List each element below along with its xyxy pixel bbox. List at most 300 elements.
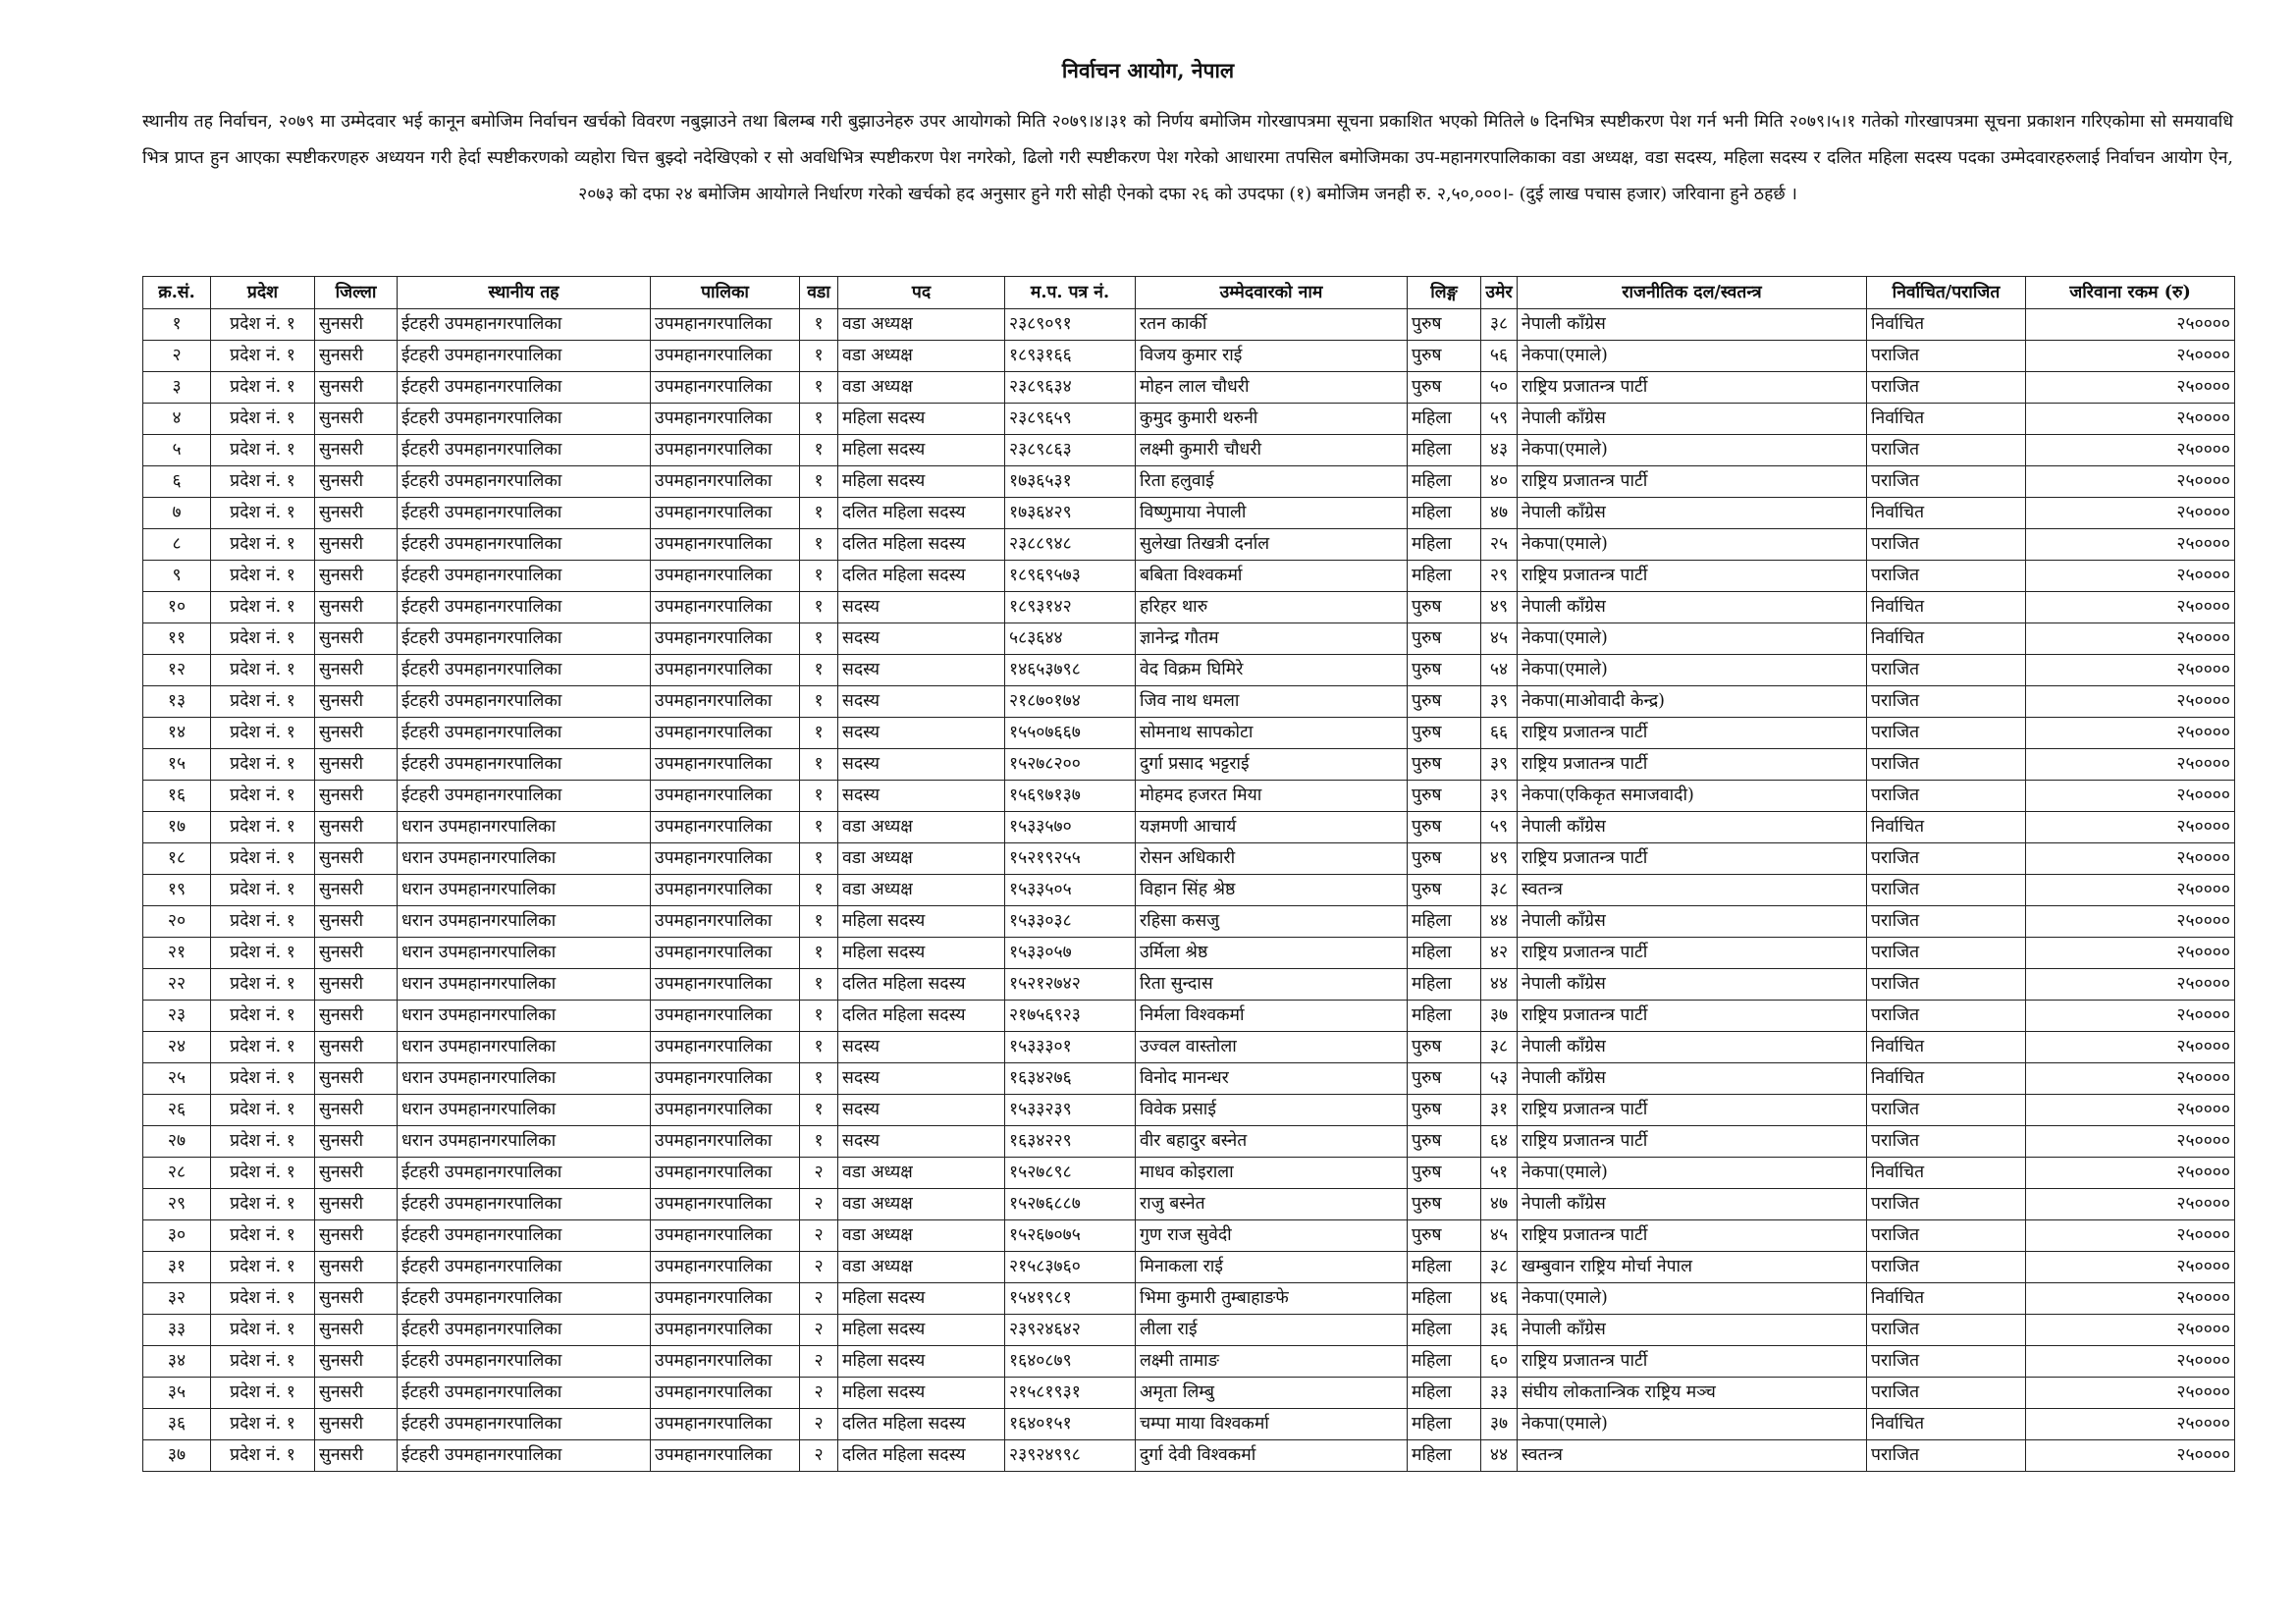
cell-candidate-name: विनोद मानन्धर (1136, 1063, 1408, 1095)
cell-gender: महिला (1408, 938, 1481, 969)
cell-age: ३९ (1481, 686, 1518, 718)
table-row (143, 404, 2235, 435)
cell-fine-amount: २५०००० (2026, 1126, 2235, 1158)
cell-gender: पुरुष (1408, 1126, 1481, 1158)
cell-party: नेकपा(माओवादी केन्द्र) (1518, 686, 1867, 718)
cell-district: सुनसरी (315, 655, 398, 686)
cell-district: सुनसरी (315, 1346, 398, 1378)
cell-ward: १ (800, 466, 838, 498)
cell-ballot-no: ५८३६४४ (1005, 623, 1136, 655)
cell-serial: १५ (143, 749, 211, 781)
cell-municipality-type: उपमहानगरपालिका (651, 404, 800, 435)
cell-candidate-name: जिव नाथ धमला (1136, 686, 1408, 718)
cell-province: प्रदेश नं. १ (211, 1032, 315, 1063)
cell-age: ३३ (1481, 1378, 1518, 1409)
cell-province: प्रदेश नं. १ (211, 1378, 315, 1409)
cell-local-level: ईटहरी उपमहानगरपालिका (398, 341, 651, 372)
cell-candidate-name: राजु बस्नेत (1136, 1189, 1408, 1220)
cell-province: प्रदेश नं. १ (211, 1440, 315, 1472)
cell-municipality-type: उपमहानगरपालिका (651, 969, 800, 1001)
cell-fine-amount: २५०००० (2026, 1001, 2235, 1032)
cell-province: प्रदेश नं. १ (211, 466, 315, 498)
cell-result: पराजित (1867, 1001, 2026, 1032)
cell-serial: ३० (143, 1220, 211, 1252)
cell-result: निर्वाचित (1867, 1158, 2026, 1189)
cell-candidate-name: रतन कार्की (1136, 309, 1408, 341)
cell-province: प्रदेश नं. १ (211, 341, 315, 372)
column-header: उमेर (1481, 277, 1518, 309)
cell-province: प्रदेश नं. १ (211, 561, 315, 592)
cell-ballot-no: १५२६७०७५ (1005, 1220, 1136, 1252)
cell-fine-amount: २५०००० (2026, 1440, 2235, 1472)
cell-age: ४५ (1481, 623, 1518, 655)
cell-serial: ३२ (143, 1283, 211, 1315)
cell-post: महिला सदस्य (838, 466, 1005, 498)
cell-local-level: धरान उपमहानगरपालिका (398, 1126, 651, 1158)
cell-candidate-name: सोमनाथ सापकोटा (1136, 718, 1408, 749)
cell-ballot-no: १६४०८७९ (1005, 1346, 1136, 1378)
cell-fine-amount: २५०००० (2026, 1346, 2235, 1378)
cell-result: पराजित (1867, 372, 2026, 404)
cell-post: दलित महिला सदस्य (838, 561, 1005, 592)
table-row (143, 498, 2235, 529)
cell-result: पराजित (1867, 686, 2026, 718)
cell-post: दलित महिला सदस्य (838, 969, 1005, 1001)
column-header: म.प. पत्र नं. (1005, 277, 1136, 309)
cell-municipality-type: उपमहानगरपालिका (651, 1409, 800, 1440)
table-row (143, 372, 2235, 404)
cell-party: नेपाली काँग्रेस (1518, 1189, 1867, 1220)
cell-municipality-type: उपमहानगरपालिका (651, 718, 800, 749)
cell-district: सुनसरी (315, 623, 398, 655)
cell-local-level: ईटहरी उपमहानगरपालिका (398, 372, 651, 404)
cell-local-level: ईटहरी उपमहानगरपालिका (398, 1189, 651, 1220)
cell-gender: पुरुष (1408, 592, 1481, 623)
cell-municipality-type: उपमहानगरपालिका (651, 372, 800, 404)
cell-gender: महिला (1408, 969, 1481, 1001)
cell-ward: १ (800, 404, 838, 435)
cell-municipality-type: उपमहानगरपालिका (651, 1095, 800, 1126)
cell-post: वडा अध्यक्ष (838, 1220, 1005, 1252)
cell-ward: १ (800, 843, 838, 875)
cell-local-level: धरान उपमहानगरपालिका (398, 1001, 651, 1032)
cell-ballot-no: १८९६९५७३ (1005, 561, 1136, 592)
cell-province: प्रदेश नं. १ (211, 969, 315, 1001)
cell-result: पराजित (1867, 1189, 2026, 1220)
cell-candidate-name: अमृता लिम्बु (1136, 1378, 1408, 1409)
cell-ballot-no: २३८९८६३ (1005, 435, 1136, 466)
table-row (143, 1189, 2235, 1220)
cell-serial: १ (143, 309, 211, 341)
cell-age: ३८ (1481, 309, 1518, 341)
cell-ballot-no: १५४१९८१ (1005, 1283, 1136, 1315)
table-row (143, 623, 2235, 655)
cell-candidate-name: भिमा कुमारी तुम्बाहाङफे (1136, 1283, 1408, 1315)
cell-ward: २ (800, 1315, 838, 1346)
cell-post: सदस्य (838, 1126, 1005, 1158)
cell-candidate-name: विष्णुमाया नेपाली (1136, 498, 1408, 529)
cell-municipality-type: उपमहानगरपालिका (651, 1158, 800, 1189)
cell-ward: १ (800, 623, 838, 655)
cell-municipality-type: उपमहानगरपालिका (651, 466, 800, 498)
cell-local-level: ईटहरी उपमहानगरपालिका (398, 1440, 651, 1472)
cell-province: प्रदेश नं. १ (211, 529, 315, 561)
cell-gender: महिला (1408, 1378, 1481, 1409)
cell-serial: २२ (143, 969, 211, 1001)
column-header: वडा (800, 277, 838, 309)
cell-post: वडा अध्यक्ष (838, 812, 1005, 843)
fine-table (142, 276, 2235, 1472)
cell-district: सुनसरी (315, 875, 398, 906)
cell-municipality-type: उपमहानगरपालिका (651, 938, 800, 969)
cell-result: पराजित (1867, 781, 2026, 812)
cell-municipality-type: उपमहानगरपालिका (651, 1189, 800, 1220)
cell-municipality-type: उपमहानगरपालिका (651, 623, 800, 655)
table-row (143, 529, 2235, 561)
table-row (143, 781, 2235, 812)
cell-party: नेपाली काँग्रेस (1518, 1063, 1867, 1095)
cell-serial: २९ (143, 1189, 211, 1220)
cell-ward: १ (800, 812, 838, 843)
cell-municipality-type: उपमहानगरपालिका (651, 529, 800, 561)
cell-province: प्रदेश नं. १ (211, 435, 315, 466)
column-header: पद (838, 277, 1005, 309)
cell-result: निर्वाचित (1867, 1409, 2026, 1440)
cell-party: राष्ट्रिय प्रजातन्त्र पार्टी (1518, 372, 1867, 404)
cell-post: दलित महिला सदस्य (838, 529, 1005, 561)
cell-result: पराजित (1867, 938, 2026, 969)
cell-age: ३८ (1481, 1252, 1518, 1283)
cell-party: नेपाली काँग्रेस (1518, 592, 1867, 623)
cell-municipality-type: उपमहानगरपालिका (651, 749, 800, 781)
cell-district: सुनसरी (315, 1158, 398, 1189)
table-row (143, 1252, 2235, 1283)
cell-post: वडा अध्यक्ष (838, 875, 1005, 906)
cell-municipality-type: उपमहानगरपालिका (651, 1440, 800, 1472)
cell-province: प्रदेश नं. १ (211, 718, 315, 749)
cell-fine-amount: २५०००० (2026, 1283, 2235, 1315)
cell-post: महिला सदस्य (838, 938, 1005, 969)
cell-party: राष्ट्रिय प्रजातन्त्र पार्टी (1518, 843, 1867, 875)
cell-post: दलित महिला सदस्य (838, 1440, 1005, 1472)
cell-gender: पुरुष (1408, 623, 1481, 655)
cell-gender: महिला (1408, 498, 1481, 529)
cell-candidate-name: उज्वल वास्तोला (1136, 1032, 1408, 1063)
cell-party: राष्ट्रिय प्रजातन्त्र पार्टी (1518, 1001, 1867, 1032)
table-header-row (143, 277, 2235, 309)
cell-post: महिला सदस्य (838, 1346, 1005, 1378)
cell-post: सदस्य (838, 781, 1005, 812)
cell-post: वडा अध्यक्ष (838, 1158, 1005, 1189)
cell-party: नेपाली काँग्रेस (1518, 1032, 1867, 1063)
cell-post: वडा अध्यक्ष (838, 1189, 1005, 1220)
cell-gender: पुरुष (1408, 1095, 1481, 1126)
cell-post: दलित महिला सदस्य (838, 498, 1005, 529)
cell-province: प्रदेश नं. १ (211, 1189, 315, 1220)
cell-party: नेकपा(एमाले) (1518, 623, 1867, 655)
cell-serial: ११ (143, 623, 211, 655)
cell-age: ३७ (1481, 1409, 1518, 1440)
cell-post: सदस्य (838, 592, 1005, 623)
cell-ward: १ (800, 655, 838, 686)
cell-result: निर्वाचित (1867, 404, 2026, 435)
cell-district: सुनसरी (315, 686, 398, 718)
cell-age: २५ (1481, 529, 1518, 561)
cell-fine-amount: २५०००० (2026, 969, 2235, 1001)
cell-party: स्वतन्त्र (1518, 1440, 1867, 1472)
cell-local-level: ईटहरी उपमहानगरपालिका (398, 466, 651, 498)
cell-district: सुनसरी (315, 404, 398, 435)
cell-post: सदस्य (838, 623, 1005, 655)
cell-local-level: ईटहरी उपमहानगरपालिका (398, 561, 651, 592)
cell-province: प्रदेश नं. १ (211, 1346, 315, 1378)
cell-municipality-type: उपमहानगरपालिका (651, 435, 800, 466)
cell-ward: १ (800, 938, 838, 969)
cell-serial: १३ (143, 686, 211, 718)
cell-serial: १७ (143, 812, 211, 843)
cell-gender: पुरुष (1408, 843, 1481, 875)
cell-age: ५६ (1481, 341, 1518, 372)
cell-district: सुनसरी (315, 1032, 398, 1063)
cell-candidate-name: गुण राज सुवेदी (1136, 1220, 1408, 1252)
cell-result: पराजित (1867, 1252, 2026, 1283)
cell-ballot-no: १५२७६८८७ (1005, 1189, 1136, 1220)
cell-party: नेकपा(एमाले) (1518, 655, 1867, 686)
cell-serial: ६ (143, 466, 211, 498)
cell-candidate-name: निर्मला विश्वकर्मा (1136, 1001, 1408, 1032)
cell-party: राष्ट्रिय प्रजातन्त्र पार्टी (1518, 749, 1867, 781)
cell-gender: पुरुष (1408, 341, 1481, 372)
cell-serial: ३४ (143, 1346, 211, 1378)
cell-party: स्वतन्त्र (1518, 875, 1867, 906)
cell-fine-amount: २५०००० (2026, 1378, 2235, 1409)
cell-district: सुनसरी (315, 498, 398, 529)
cell-post: वडा अध्यक्ष (838, 309, 1005, 341)
cell-party: नेपाली काँग्रेस (1518, 1315, 1867, 1346)
cell-province: प्रदेश नं. १ (211, 1063, 315, 1095)
cell-province: प्रदेश नं. १ (211, 938, 315, 969)
cell-result: पराजित (1867, 843, 2026, 875)
cell-party: राष्ट्रिय प्रजातन्त्र पार्टी (1518, 718, 1867, 749)
table-row (143, 686, 2235, 718)
cell-fine-amount: २५०००० (2026, 1409, 2235, 1440)
cell-local-level: धरान उपमहानगरपालिका (398, 812, 651, 843)
cell-municipality-type: उपमहानगरपालिका (651, 561, 800, 592)
cell-municipality-type: उपमहानगरपालिका (651, 1220, 800, 1252)
cell-candidate-name: रिता हलुवाई (1136, 466, 1408, 498)
cell-local-level: ईटहरी उपमहानगरपालिका (398, 686, 651, 718)
cell-party: नेपाली काँग्रेस (1518, 498, 1867, 529)
cell-ward: २ (800, 1189, 838, 1220)
cell-gender: महिला (1408, 1346, 1481, 1378)
cell-local-level: ईटहरी उपमहानगरपालिका (398, 781, 651, 812)
cell-candidate-name: बबिता विश्वकर्मा (1136, 561, 1408, 592)
cell-serial: १२ (143, 655, 211, 686)
cell-district: सुनसरी (315, 749, 398, 781)
cell-province: प्रदेश नं. १ (211, 1283, 315, 1315)
cell-post: सदस्य (838, 1063, 1005, 1095)
cell-ballot-no: १५३३५७० (1005, 812, 1136, 843)
cell-candidate-name: उर्मिला श्रेष्ठ (1136, 938, 1408, 969)
cell-local-level: ईटहरी उपमहानगरपालिका (398, 435, 651, 466)
cell-fine-amount: २५०००० (2026, 906, 2235, 938)
cell-fine-amount: २५०००० (2026, 1189, 2235, 1220)
cell-gender: पुरुष (1408, 781, 1481, 812)
cell-result: निर्वाचित (1867, 812, 2026, 843)
cell-gender: पुरुष (1408, 309, 1481, 341)
cell-candidate-name: सुलेखा तिखत्री दर्नाल (1136, 529, 1408, 561)
cell-ballot-no: १५२७८२०० (1005, 749, 1136, 781)
cell-ward: १ (800, 781, 838, 812)
cell-local-level: धरान उपमहानगरपालिका (398, 875, 651, 906)
cell-gender: महिला (1408, 404, 1481, 435)
cell-serial: ७ (143, 498, 211, 529)
cell-result: पराजित (1867, 561, 2026, 592)
cell-serial: २४ (143, 1032, 211, 1063)
cell-local-level: ईटहरी उपमहानगरपालिका (398, 529, 651, 561)
cell-party: नेपाली काँग्रेस (1518, 906, 1867, 938)
cell-serial: ३७ (143, 1440, 211, 1472)
cell-fine-amount: २५०००० (2026, 466, 2235, 498)
cell-age: ४५ (1481, 1220, 1518, 1252)
cell-district: सुनसरी (315, 843, 398, 875)
cell-fine-amount: २५०००० (2026, 781, 2235, 812)
cell-ward: १ (800, 309, 838, 341)
cell-result: पराजित (1867, 341, 2026, 372)
cell-province: प्रदेश नं. १ (211, 498, 315, 529)
cell-fine-amount: २५०००० (2026, 1315, 2235, 1346)
cell-district: सुनसरी (315, 1315, 398, 1346)
cell-post: वडा अध्यक्ष (838, 843, 1005, 875)
cell-fine-amount: २५०००० (2026, 435, 2235, 466)
cell-post: सदस्य (838, 655, 1005, 686)
table-row (143, 718, 2235, 749)
cell-ward: १ (800, 1063, 838, 1095)
cell-gender: महिला (1408, 561, 1481, 592)
cell-candidate-name: लक्ष्मी तामाङ (1136, 1346, 1408, 1378)
table-row (143, 969, 2235, 1001)
cell-age: ५३ (1481, 1063, 1518, 1095)
cell-gender: पुरुष (1408, 718, 1481, 749)
cell-candidate-name: वीर बहादुर बस्नेत (1136, 1126, 1408, 1158)
cell-local-level: ईटहरी उपमहानगरपालिका (398, 655, 651, 686)
cell-municipality-type: उपमहानगरपालिका (651, 1315, 800, 1346)
cell-district: सुनसरी (315, 1409, 398, 1440)
cell-local-level: ईटहरी उपमहानगरपालिका (398, 404, 651, 435)
cell-post: महिला सदस्य (838, 906, 1005, 938)
cell-candidate-name: विहान सिंह श्रेष्ठ (1136, 875, 1408, 906)
cell-district: सुनसरी (315, 372, 398, 404)
cell-age: ४० (1481, 466, 1518, 498)
cell-ward: १ (800, 561, 838, 592)
table-row (143, 1158, 2235, 1189)
table-row (143, 1346, 2235, 1378)
cell-fine-amount: २५०००० (2026, 529, 2235, 561)
cell-municipality-type: उपमहानगरपालिका (651, 1001, 800, 1032)
cell-ward: १ (800, 341, 838, 372)
cell-fine-amount: २५०००० (2026, 341, 2235, 372)
cell-result: पराजित (1867, 718, 2026, 749)
cell-ward: १ (800, 969, 838, 1001)
cell-fine-amount: २५०००० (2026, 1095, 2235, 1126)
cell-province: प्रदेश नं. १ (211, 592, 315, 623)
cell-ward: १ (800, 718, 838, 749)
cell-fine-amount: २५०००० (2026, 592, 2235, 623)
cell-result: निर्वाचित (1867, 1032, 2026, 1063)
cell-municipality-type: उपमहानगरपालिका (651, 1126, 800, 1158)
cell-province: प्रदेश नं. १ (211, 1158, 315, 1189)
cell-district: सुनसरी (315, 718, 398, 749)
table-row (143, 655, 2235, 686)
table-row (143, 1409, 2235, 1440)
cell-district: सुनसरी (315, 1283, 398, 1315)
column-header: उम्मेदवारको नाम (1136, 277, 1408, 309)
cell-ballot-no: २१५८३७६० (1005, 1252, 1136, 1283)
cell-serial: १४ (143, 718, 211, 749)
cell-district: सुनसरी (315, 1220, 398, 1252)
cell-post: वडा अध्यक्ष (838, 341, 1005, 372)
cell-district: सुनसरी (315, 309, 398, 341)
cell-municipality-type: उपमहानगरपालिका (651, 686, 800, 718)
cell-municipality-type: उपमहानगरपालिका (651, 341, 800, 372)
cell-municipality-type: उपमहानगरपालिका (651, 655, 800, 686)
cell-local-level: ईटहरी उपमहानगरपालिका (398, 1346, 651, 1378)
cell-ballot-no: १५३३०३८ (1005, 906, 1136, 938)
cell-gender: पुरुष (1408, 812, 1481, 843)
cell-municipality-type: उपमहानगरपालिका (651, 812, 800, 843)
cell-fine-amount: २५०००० (2026, 875, 2235, 906)
cell-candidate-name: दुर्गा देवी विश्वकर्मा (1136, 1440, 1408, 1472)
cell-ballot-no: १५५०७६६७ (1005, 718, 1136, 749)
cell-party: संघीय लोकतान्त्रिक राष्ट्रिय मञ्च (1518, 1378, 1867, 1409)
cell-post: सदस्य (838, 749, 1005, 781)
cell-district: सुनसरी (315, 1252, 398, 1283)
cell-gender: महिला (1408, 1315, 1481, 1346)
cell-post: महिला सदस्य (838, 1315, 1005, 1346)
cell-post: वडा अध्यक्ष (838, 1252, 1005, 1283)
cell-district: सुनसरी (315, 781, 398, 812)
table-row (143, 812, 2235, 843)
table-row (143, 592, 2235, 623)
cell-serial: ३ (143, 372, 211, 404)
column-header: पालिका (651, 277, 800, 309)
cell-age: ५० (1481, 372, 1518, 404)
cell-district: सुनसरी (315, 1440, 398, 1472)
cell-post: दलित महिला सदस्य (838, 1001, 1005, 1032)
cell-party: नेकपा(एमाले) (1518, 1283, 1867, 1315)
cell-age: ३७ (1481, 1001, 1518, 1032)
cell-district: सुनसरी (315, 969, 398, 1001)
cell-province: प्रदेश नं. १ (211, 686, 315, 718)
cell-age: ५९ (1481, 812, 1518, 843)
cell-ballot-no: १६३४२२९ (1005, 1126, 1136, 1158)
column-header: स्थानीय तह (398, 277, 651, 309)
cell-candidate-name: रोसन अधिकारी (1136, 843, 1408, 875)
cell-municipality-type: उपमहानगरपालिका (651, 1378, 800, 1409)
cell-candidate-name: चम्पा माया विश्वकर्मा (1136, 1409, 1408, 1440)
table-row (143, 906, 2235, 938)
cell-ballot-no: १८९३१६६ (1005, 341, 1136, 372)
cell-result: पराजित (1867, 1126, 2026, 1158)
cell-result: पराजित (1867, 1095, 2026, 1126)
table-row (143, 1283, 2235, 1315)
cell-party: राष्ट्रिय प्रजातन्त्र पार्टी (1518, 1095, 1867, 1126)
cell-age: ४७ (1481, 1189, 1518, 1220)
cell-candidate-name: मिनाकला राई (1136, 1252, 1408, 1283)
cell-local-level: धरान उपमहानगरपालिका (398, 906, 651, 938)
cell-ballot-no: २३९२४९९८ (1005, 1440, 1136, 1472)
cell-result: पराजित (1867, 1346, 2026, 1378)
